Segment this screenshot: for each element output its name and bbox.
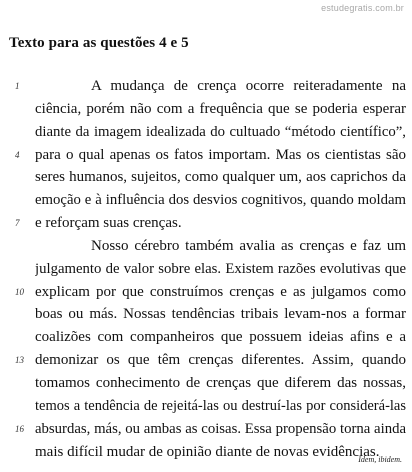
line-text: explicam por que construímos crenças e as julgamos como: [35, 283, 406, 300]
line-text: e reforçam suas crenças.: [35, 215, 182, 232]
passage-line: [0, 258, 412, 281]
line-text: para o qual apenas os fatos importam. Mas os cientistas são: [35, 146, 406, 163]
line-number: 16: [15, 423, 24, 434]
line-number: 10: [15, 286, 24, 297]
line-number: 1: [15, 81, 20, 91]
watermark-text: estudegratis.com.br: [321, 3, 404, 13]
passage-line: [0, 98, 412, 121]
line-text: tomamos conhecimento de crenças que diferem das nossas,: [35, 374, 406, 391]
passage-line: [0, 395, 412, 418]
passage-text: [0, 75, 412, 463]
source-citation: Idem, ibidem.: [358, 455, 402, 464]
line-text: emoção e à influência dos desvios cognitivos, quando moldam: [35, 192, 406, 209]
passage-line: [0, 372, 412, 395]
line-text: boas ou más. Nossas tendências tribais levam-nos a formar: [35, 306, 406, 323]
passage-line: [0, 281, 412, 304]
line-text: absurdas, más, ou ambas as coisas. Essa propensão torna ainda: [35, 420, 406, 437]
passage-line: [0, 212, 412, 235]
line-number: 13: [15, 355, 24, 366]
line-text: ciência, porém não com a frequência que se poderia esperar: [35, 100, 406, 117]
passage-line: [0, 326, 412, 349]
passage-line: [0, 441, 412, 464]
line-text: julgamento de valor sobre elas. Existem razões evolutivas que: [35, 260, 406, 277]
line-text: diante da imagem idealizada do cultuado “método científico”,: [35, 123, 406, 140]
line-text: mais difícil mudar de opinião diante de novas evidências.: [35, 443, 380, 460]
passage-line: [0, 418, 412, 441]
passage-line: [0, 75, 412, 98]
passage-line: [0, 189, 412, 212]
line-text: Nosso cérebro também avalia as crenças e faz um: [91, 237, 406, 254]
passage-line: [0, 121, 412, 144]
line-text: A mudança de crença ocorre reiteradamente na: [91, 78, 406, 94]
line-text: temos a tendência de rejeitá-las ou destruí-las por considerá-las: [35, 397, 406, 414]
passage-line: [0, 349, 412, 372]
line-number: 4: [15, 149, 20, 160]
passage-line: [0, 144, 412, 167]
line-text: coalizões com companheiros que possuem ideias afins e a: [35, 329, 406, 346]
line-text: seres humanos, sujeitos, como qualquer um, aos caprichos da: [35, 169, 406, 186]
line-number: 7: [15, 218, 20, 229]
passage-line: [0, 166, 412, 189]
passage-line: [0, 235, 412, 258]
section-heading: Texto para as questões 4 e 5: [9, 35, 189, 51]
line-text: demonizar os que têm crenças diferentes. Assim, quando: [35, 352, 406, 369]
passage-line: [0, 303, 412, 326]
